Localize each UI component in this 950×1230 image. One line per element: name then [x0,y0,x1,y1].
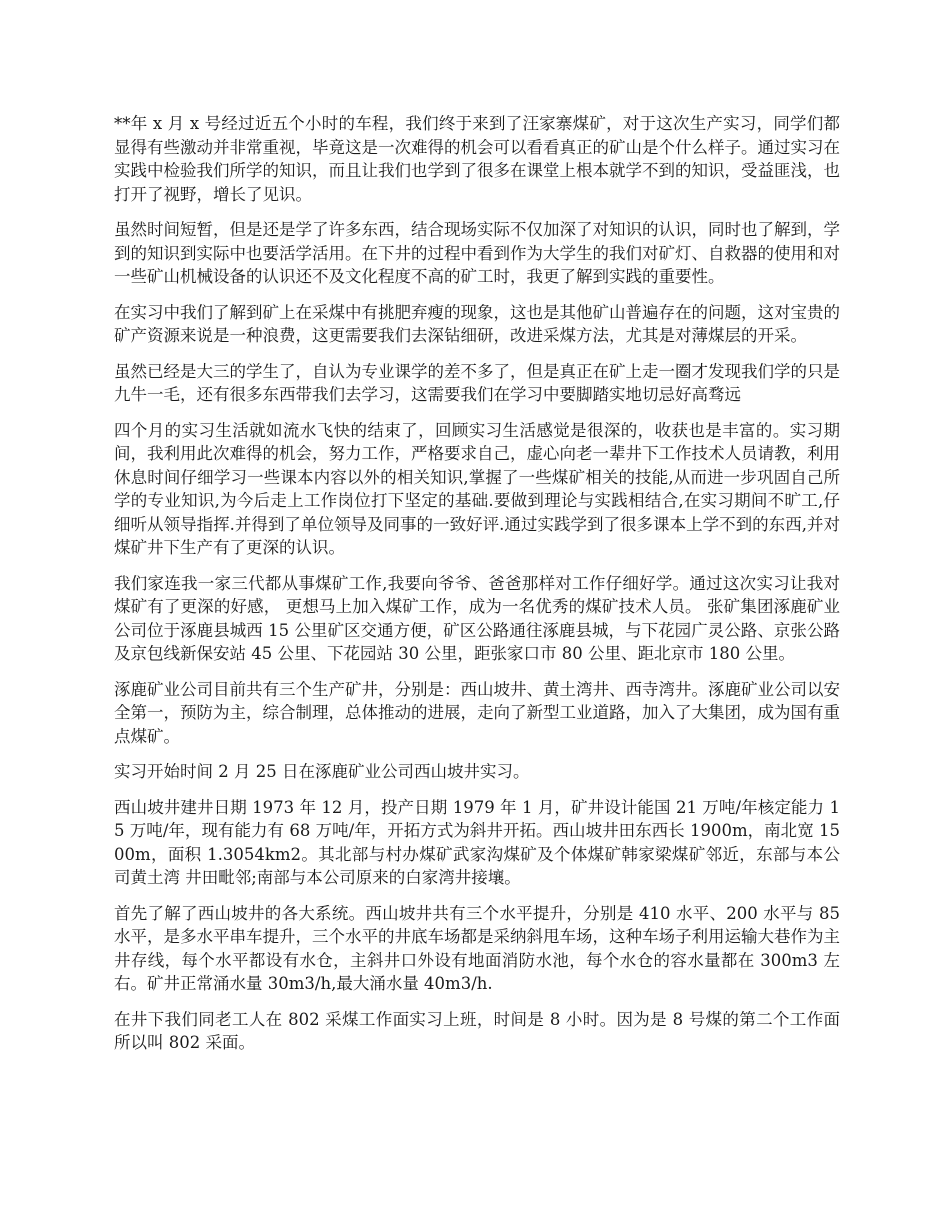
paragraph-10: 首先了解了西山坡井的各大系统。西山坡井共有三个水平提升，分别是 410 水平、200 水平与 85 水平，是多水平串车提升，三个水平的井底车场都是采纳斜甩车场，这种车场子利用运输大巷作为主井存线，每个水平都设有水仓，主斜井口外设有地面消防水池，每个水仓的容水量都在 300m3 左右。矿井正常涌水量 30m3/h,最大涌水量 40m3/h. [114,903,840,993]
paragraph-8: 实习开始时间 2 月 25 日在涿鹿矿业公司西山坡井实习。 [114,762,530,781]
paragraph-4: 虽然已经是大三的学生了，自认为专业课学的差不多了，但是真正在矿上走一圈才发现我们学的只是九牛一毛，还有很多东西带我们去学习，这需要我们在学习中要脚踏实地切忌好高骛远 [114,361,840,404]
paragraph-7: 涿鹿矿业公司目前共有三个生产矿井，分别是：西山坡井、黄土湾井、西寺湾井。涿鹿矿业公司以安全第一，预防为主，综合制理，总体推动的进展，走向了新型工业道路，加入了大集团，成为国有重点煤矿。 [114,679,840,746]
paragraph-6: 我们家连我一家三代都从事煤矿工作,我要向爷爷、爸爸那样对工作仔细好学。通过这次实习让我对煤矿有了更深的好感， 更想马上加入煤矿工作，成为一名优秀的煤矿技术人员。 张矿集团涿鹿矿业公司位于涿鹿县城西 15 公里矿区交通方便，矿区公路通往涿鹿县城，与下花园广灵公路、京张公路及京包线新保安站 45 公里、下花园站 30 公里，距张家口市 80 公里、距北京市 180 公里。 [114,573,840,663]
paragraph-2: 虽然时间短暂，但是还是学了许多东西，结合现场实际不仅加深了对知识的认识，同时也了解到，学到的知识到实际中也要活学活用。在下井的过程中看到作为大学生的我们对矿灯、自救器的使用和对一些矿山机械设备的认识还不及文化程度不高的矿工时，我更了解到实践的重要性。 [114,220,840,286]
paragraph-9: 西山坡井建井日期 1973 年 12 月，投产日期 1979 年 1 月，矿井设计能国 21 万吨/年核定能力 15 万吨/年，现有能力有 68 万吨/年，开拓方式为斜井开拓。西山坡井田东西长 1900m，南北宽 1500m，面积 1.3054km2。其北部与村办煤矿武家沟煤矿及个体煤矿韩家梁煤矿邻近，东部与本公司黄土湾 井田毗邻;南部与本公司原来的白家湾井接壤。 [114,797,840,887]
paragraph-11: 在井下我们同老工人在 802 采煤工作面实习上班，时间是 8 小时。因为是 8 号煤的第二个工作面所以叫 802 采面。 [114,1009,840,1052]
paragraph-1: **年 x 月 x 号经过近五个小时的车程，我们终于来到了汪家寨煤矿，对于这次生产实习，同学们都显得有些激动并非常重视，毕竟这是一次难得的机会可以看看真正的矿山是个什么样子。通过实习在实践中检验我们所学的知识，而且让我们也学到了很多在课堂上根本就学不到的知识，受益匪浅，也打开了视野，增长了见识。 [114,114,840,204]
paragraph-5: 四个月的实习生活就如流水飞快的结束了，回顾实习生活感觉是很深的，收获也是丰富的。实习期间，我利用此次难得的机会，努力工作，严格要求自己，虚心向老一辈井下工作技术人员请教，利用休息时间仔细学习一些课本内容以外的相关知识,掌握了一些煤矿相关的技能,从而进一步巩固自己所学的专业知识,为今后走上工作岗位打下坚定的基础.要做到理论与实践相结合,在实习期间不旷工,仔细听从领导指挥.并得到了单位领导及同事的一致好评.通过实践学到了很多课本上学不到的东西,并对煤矿井下生产有了更深的认识。 [114,420,840,557]
document-body [114,112,840,1067]
paragraph-3: 在实习中我们了解到矿上在采煤中有挑肥弃瘦的现象，这也是其他矿山普遍存在的问题，这对宝贵的矿产资源来说是一种浪费，这更需要我们去深钻细研，改进采煤方法，尤其是对薄煤层的开采。 [114,302,840,345]
